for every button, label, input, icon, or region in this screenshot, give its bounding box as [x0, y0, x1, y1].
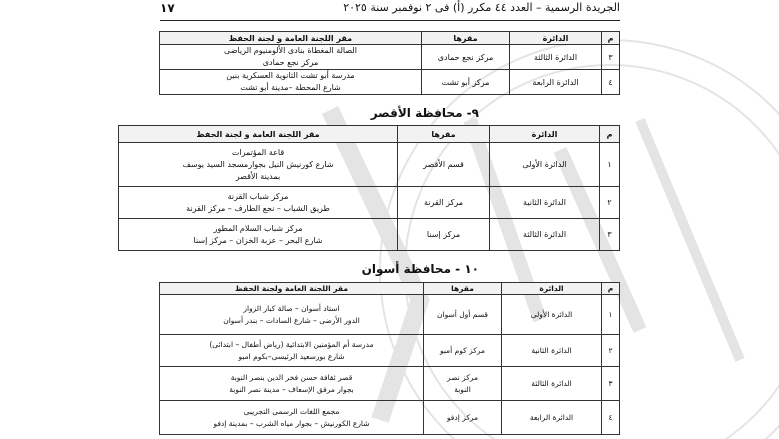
seat-line: النوبة: [454, 384, 471, 394]
committee-line: شارع البحر – عزبة الخزان – مركز إسنا: [193, 235, 323, 245]
cell-circle: الدائرة الثالثة: [502, 367, 602, 401]
gazette-title: الجريدة الرسمية – العدد ٤٤ مكرر (أ) فى ٢ نوفمبر سنة ٢٠٢٥: [343, 1, 620, 14]
seat-line: مركز نصر: [447, 372, 478, 382]
committee-line: قاعة المؤتمرات: [231, 147, 285, 157]
cell-num: ١: [602, 295, 620, 335]
cell-circle: الدائرة الثالثة: [510, 45, 602, 70]
cell-seat: قسم الأقصر: [398, 143, 490, 187]
committee-line: شارع الكورنيش – بجوار مياه الشرب – بمدينة إدفو: [213, 418, 370, 428]
cell-num: ٣: [602, 45, 620, 70]
cell-seat: مركز القرنة: [398, 187, 490, 219]
cell-seat: مركز أبو تشت: [422, 70, 510, 95]
cell-circle: الدائرة الثالثة: [490, 219, 600, 251]
col-header-committee: مقر اللجنة العامة ولجنة الحفظ: [160, 283, 424, 295]
committee-line: استاد أسوان – صالة كبار الزوار: [243, 303, 340, 313]
section-title-aswan: ١٠ - محافظة أسوان: [361, 262, 479, 276]
cell-committee: [160, 335, 424, 367]
header-divider: [160, 20, 620, 21]
col-header-circle: الدائرة: [510, 32, 602, 45]
cell-circle: الدائرة الثانية: [502, 335, 602, 367]
table-header-row: [160, 32, 620, 45]
cell-committee: [160, 295, 424, 335]
cell-seat: مركز إدفو: [424, 401, 502, 435]
cell-seat: مركز نجع حمادى: [422, 45, 510, 70]
cell-num: ٤: [602, 70, 620, 95]
col-header-seat: مقرها: [424, 283, 502, 295]
table-row: [160, 401, 620, 435]
cell-seat: مركز إسنا: [398, 219, 490, 251]
committee-line: مدرسة أبو تشت الثانوية العسكرية بنين: [226, 71, 355, 80]
col-header-num: م: [602, 283, 620, 295]
committee-line: بجوار مرفق الإسعاف – مدينة نصر النوبة: [229, 384, 354, 394]
table-row: [160, 70, 620, 95]
committee-line: قصر ثقافة حسن فخر الدين بنصر النوبة: [230, 372, 353, 382]
committee-line: شارع المحطة –مدينة أبو تشت: [240, 83, 341, 92]
cell-circle: الدائرة الثانية: [490, 187, 600, 219]
col-header-seat: مقرها: [398, 126, 490, 143]
cell-num: ١: [600, 143, 620, 187]
table-row: [119, 143, 620, 187]
table-row: [160, 45, 620, 70]
qena-circles-table: [159, 31, 620, 95]
cell-num: ٣: [600, 219, 620, 251]
cell-circle: الدائرة الأولى: [490, 143, 600, 187]
committee-line: مركز نجع حمادى: [262, 58, 319, 67]
cell-committee: [119, 143, 398, 187]
committee-line: مجمع اللغات الرسمى التجريبى: [243, 406, 340, 416]
luxor-circles-table: [118, 125, 620, 251]
cell-num: ٤: [602, 401, 620, 435]
table-row: [119, 187, 620, 219]
cell-committee: [160, 45, 422, 70]
committee-line: مركز شباب القرنة: [227, 191, 289, 201]
cell-committee: [119, 219, 398, 251]
committee-line: الدور الأرضى – شارع السادات – بندر أسوان: [223, 315, 360, 325]
col-header-num: م: [600, 126, 620, 143]
cell-num: ٣: [602, 367, 620, 401]
committee-line: شارع كورنيش النيل بجوارمسجد السيد يوسف: [182, 159, 334, 169]
committee-line: شارع بورسعيد الرئيسى–بكوم امبو: [238, 351, 345, 361]
table-row: [119, 219, 620, 251]
table-header-row: [160, 283, 620, 295]
cell-circle: الدائرة الأولى: [502, 295, 602, 335]
table-row: [160, 295, 620, 335]
cell-committee: [160, 70, 422, 95]
page-number: ١٧: [160, 1, 175, 15]
cell-circle: الدائرة الرابعة: [502, 401, 602, 435]
cell-committee: [119, 187, 398, 219]
col-header-committee: مقر اللجنة العامة و لجنة الحفظ: [119, 126, 398, 143]
table-header-row: [119, 126, 620, 143]
cell-circle: الدائرة الرابعة: [510, 70, 602, 95]
cell-committee: [160, 367, 424, 401]
cell-seat: مركز كوم أمبو: [424, 335, 502, 367]
cell-num: ٢: [602, 335, 620, 367]
col-header-num: م: [602, 32, 620, 45]
committee-line: طريق الشباب – نجع الطارف – مركز القرنة: [186, 203, 330, 213]
col-header-committee: مقر اللجنة العامة و لجنة الحفظ: [160, 32, 422, 45]
cell-seat: قسم أول أسوان: [424, 295, 502, 335]
committee-line: مدرسة أم المؤمنين الابتدائية (رياض أطفال – ابتدائى): [209, 339, 374, 349]
col-header-seat: مقرها: [422, 32, 510, 45]
cell-committee: [160, 401, 424, 435]
page-header: [160, 1, 620, 19]
committee-line: بمدينة الأقصر: [235, 171, 281, 181]
col-header-circle: الدائرة: [490, 126, 600, 143]
col-header-circle: الدائرة: [502, 283, 602, 295]
committee-line: مركز شباب السلام المطور: [213, 223, 303, 233]
section-title-luxor: ٩- محافظة الأقصر: [370, 106, 479, 120]
aswan-circles-table: [159, 282, 620, 435]
table-row: [160, 335, 620, 367]
committee-line: الصالة المغطاة بنادى الألومنيوم الرياضى: [224, 46, 357, 55]
cell-num: ٢: [600, 187, 620, 219]
table-row: [160, 367, 620, 401]
cell-seat: [424, 367, 502, 401]
